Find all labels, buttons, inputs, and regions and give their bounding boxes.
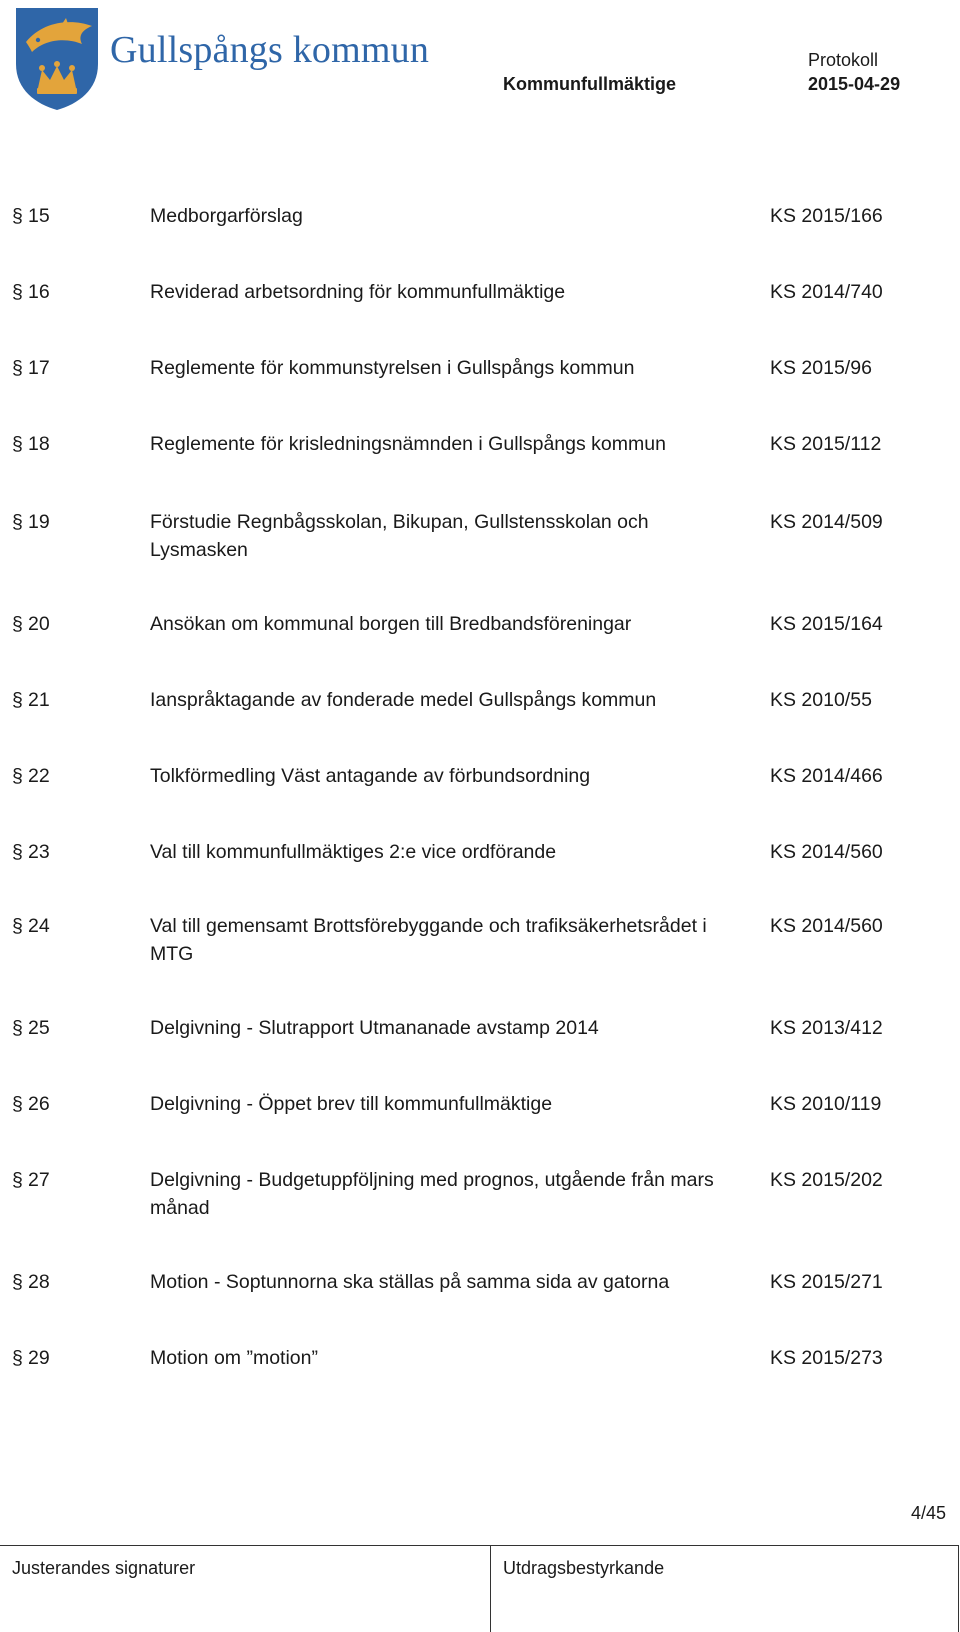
coat-of-arms-icon (12, 4, 102, 112)
signature-footer (0, 1545, 959, 1632)
section-sign: § (12, 841, 23, 863)
page-header (0, 0, 960, 120)
section-sign: § (12, 689, 23, 711)
paragraph-number: § 28 (12, 1268, 132, 1296)
paragraph-number: § 17 (12, 354, 132, 382)
agenda-title: Ianspråktagande av fonderade medel Gullspångs kommun (150, 689, 657, 711)
section-sign: § (12, 1017, 23, 1039)
section-sign: § (12, 915, 23, 937)
certification-label: Utdragsbestyrkande (503, 1558, 665, 1578)
section-sign: § (12, 1169, 23, 1191)
organization-name: Gullspångs kommun (110, 29, 430, 71)
case-reference: KS 2013/412 (770, 1017, 883, 1039)
agenda-title: Motion - Soptunnorna ska ställas på samma sida av gatorna (150, 1271, 670, 1293)
agenda-title: Reglemente för kommunstyrelsen i Gullspångs kommun (150, 357, 635, 379)
case-reference: KS 2010/55 (770, 689, 872, 711)
agenda-title: Val till kommunfullmäktiges 2:e vice ordförande (150, 841, 557, 863)
agenda-title: Förstudie Regnbågsskolan, Bikupan, Gullstensskolan och Lysmasken (150, 511, 649, 561)
agenda-title: Tolkförmedling Väst antagande av förbundsordning (150, 765, 591, 787)
paragraph-number: § 21 (12, 686, 132, 714)
case-reference: KS 2015/96 (770, 357, 872, 379)
case-reference: KS 2014/740 (770, 281, 883, 303)
agenda-title: Reglemente för krisledningsnämnden i Gullspångs kommun (150, 433, 666, 455)
paragraph-number: § 23 (12, 838, 132, 866)
case-reference: KS 2014/560 (770, 841, 883, 863)
paragraph-number: § 25 (12, 1014, 132, 1042)
footer-divider (490, 1546, 491, 1632)
agenda-title: Reviderad arbetsordning för kommunfullmäktige (150, 281, 566, 303)
paragraph-number: § 15 (12, 202, 132, 230)
case-reference: KS 2014/560 (770, 915, 883, 937)
case-reference: KS 2015/273 (770, 1347, 883, 1369)
case-reference: KS 2010/119 (770, 1093, 882, 1115)
page-number: 4/45 (910, 1503, 946, 1523)
section-sign: § (12, 1271, 23, 1293)
section-sign: § (12, 433, 23, 455)
municipality-logo (12, 4, 102, 112)
agenda-title: Delgivning - Slutrapport Utmananade avstamp 2014 (150, 1017, 599, 1039)
case-reference: KS 2014/466 (770, 765, 883, 787)
agenda-title: Ansökan om kommunal borgen till Bredbandsföreningar (150, 613, 632, 635)
section-sign: § (12, 511, 23, 533)
paragraph-number: § 18 (12, 430, 132, 458)
paragraph-number: § 19 (12, 508, 132, 536)
section-sign: § (12, 613, 23, 635)
meeting-date: 2015-04-29 (808, 74, 901, 94)
document-type: Protokoll (808, 50, 879, 70)
paragraph-number: § 29 (12, 1344, 132, 1372)
section-sign: § (12, 1347, 23, 1369)
signature-label: Justerandes signaturer (12, 1558, 196, 1578)
agenda-title: Medborgarförslag (150, 205, 303, 227)
paragraph-number: § 27 (12, 1166, 132, 1194)
agenda-title: Motion om ”motion” (150, 1347, 318, 1369)
agenda-title: Delgivning - Öppet brev till kommunfullmäktige (150, 1093, 553, 1115)
case-reference: KS 2015/112 (770, 433, 882, 455)
agenda-title: Val till gemensamt Brottsförebyggande och trafiksäkerhetsrådet i MTG (150, 915, 707, 965)
section-sign: § (12, 1093, 23, 1115)
paragraph-number: § 26 (12, 1090, 132, 1118)
paragraph-number: § 16 (12, 278, 132, 306)
case-reference: KS 2015/271 (770, 1271, 883, 1293)
section-sign: § (12, 357, 23, 379)
section-sign: § (12, 765, 23, 787)
agenda-title: Delgivning - Budgetuppföljning med prognos, utgående från mars månad (150, 1169, 714, 1219)
section-sign: § (12, 205, 23, 227)
case-reference: KS 2014/509 (770, 511, 883, 533)
case-reference: KS 2015/166 (770, 205, 883, 227)
paragraph-number: § 22 (12, 762, 132, 790)
case-reference: KS 2015/164 (770, 613, 883, 635)
paragraph-number: § 20 (12, 610, 132, 638)
section-sign: § (12, 281, 23, 303)
case-reference: KS 2015/202 (770, 1169, 883, 1191)
council-name: Kommunfullmäktige (503, 74, 677, 94)
paragraph-number: § 24 (12, 912, 132, 940)
